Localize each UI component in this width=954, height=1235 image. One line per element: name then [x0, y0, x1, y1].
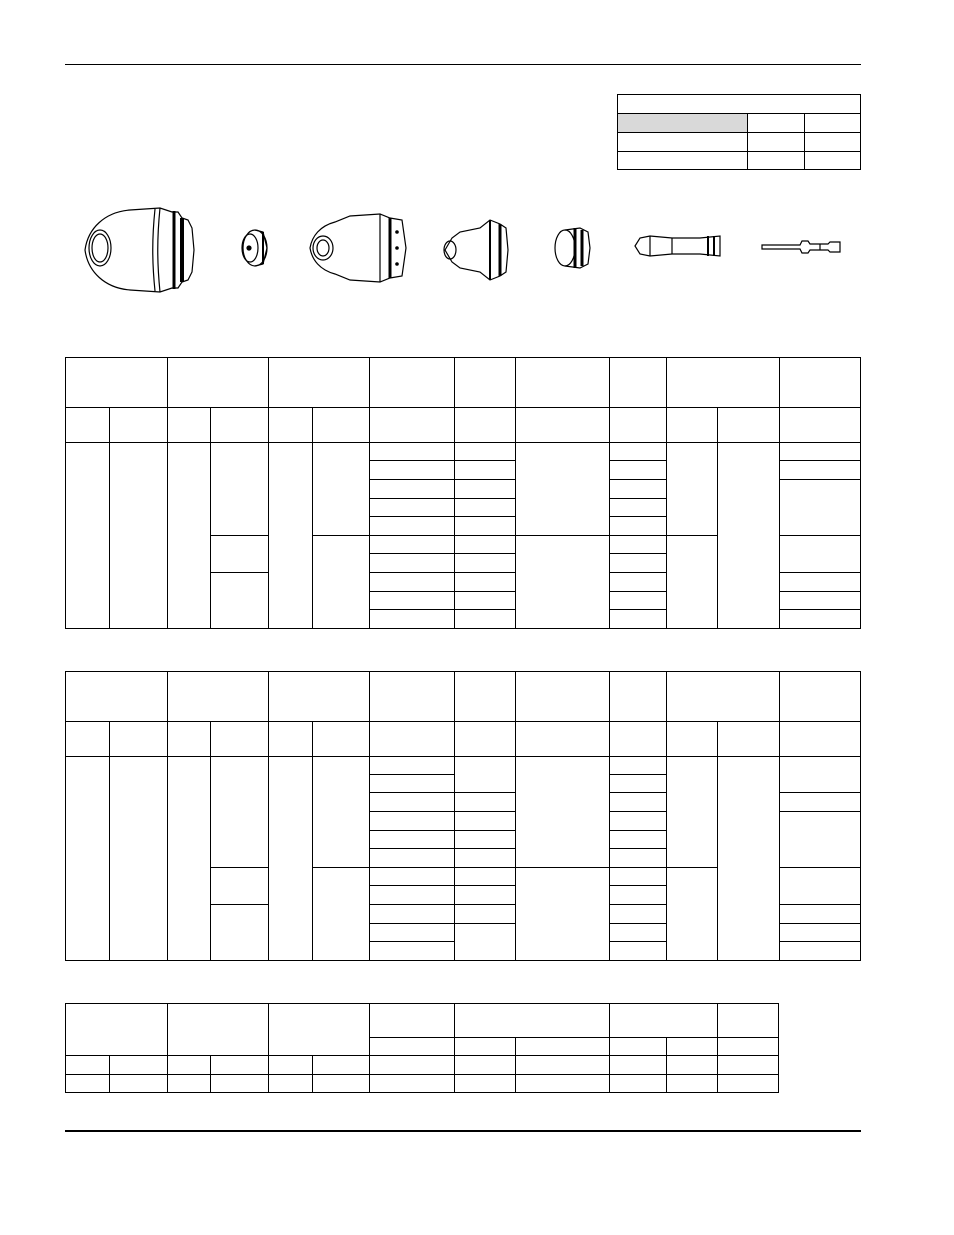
- header-cell: [516, 672, 610, 722]
- data-cell: [610, 517, 667, 536]
- header-cell: [610, 1004, 718, 1038]
- header-cell: [168, 1004, 269, 1056]
- data-cell: [610, 1075, 667, 1093]
- subheader-cell: [370, 722, 455, 757]
- header-cell: [269, 1004, 370, 1056]
- subheader-cell: [168, 408, 211, 443]
- data-cell: [168, 443, 211, 629]
- data-cell: [110, 443, 168, 629]
- subheader-cell: [370, 408, 455, 443]
- subheader-cell: [211, 1056, 269, 1075]
- subheader-cell: [718, 1038, 779, 1056]
- subheader-cell: [667, 408, 718, 443]
- data-cell: [516, 1075, 610, 1093]
- data-cell: [455, 924, 516, 961]
- subheader-cell: [370, 1056, 455, 1075]
- data-cell: [516, 443, 610, 536]
- data-cell: [780, 610, 861, 629]
- data-cell: [455, 812, 516, 831]
- data-cell: [370, 592, 455, 610]
- data-cell: [370, 905, 455, 924]
- data-cell: [610, 610, 667, 629]
- data-cell: [610, 793, 667, 812]
- data-cell: [455, 831, 516, 849]
- legend-cell: [618, 114, 748, 133]
- data-cell: [455, 886, 516, 905]
- data-cell: [718, 757, 780, 961]
- swirl-ring-icon: [555, 228, 590, 268]
- data-cell: [370, 517, 455, 536]
- data-cell: [516, 536, 610, 629]
- data-cell: [455, 554, 516, 573]
- header-cell: [455, 1004, 610, 1038]
- data-cell: [780, 924, 861, 942]
- header-cell: [780, 358, 861, 408]
- subheader-cell: [110, 722, 168, 757]
- subheader-cell: [269, 1056, 313, 1075]
- subheader-cell: [780, 408, 861, 443]
- data-cell: [780, 461, 861, 480]
- data-cell: [780, 905, 861, 924]
- data-cell: [610, 849, 667, 868]
- data-cell: [370, 868, 455, 886]
- data-cell: [667, 757, 718, 868]
- data-cell: [269, 443, 313, 629]
- subheader-cell: [516, 1038, 610, 1056]
- subheader-cell: [313, 408, 370, 443]
- data-cell: [610, 573, 667, 592]
- data-cell: [455, 480, 516, 499]
- data-cell: [780, 812, 861, 868]
- data-cell: [610, 757, 667, 775]
- header-cell: [610, 672, 667, 722]
- data-cell: [780, 793, 861, 812]
- header-cell: [667, 672, 780, 722]
- data-cell: [313, 536, 370, 629]
- subheader-cell: [313, 1056, 370, 1075]
- subheader-cell: [110, 408, 168, 443]
- subheader-cell: [516, 722, 610, 757]
- data-cell: [455, 499, 516, 517]
- data-cell: [455, 905, 516, 924]
- subheader-cell: [610, 1056, 667, 1075]
- consumable-parts-illustration: [60, 198, 860, 298]
- subheader-cell: [780, 722, 861, 757]
- legend-title: [618, 95, 861, 114]
- data-cell: [455, 461, 516, 480]
- top-rule: [65, 64, 861, 65]
- legend-cell: [748, 152, 805, 170]
- subheader-cell: [667, 1056, 718, 1075]
- data-cell: [718, 443, 780, 629]
- nozzle-icon: [444, 220, 508, 280]
- data-cell: [610, 868, 667, 886]
- data-cell: [780, 592, 861, 610]
- header-cell: [780, 672, 861, 722]
- data-cell: [780, 573, 861, 592]
- bottom-rule: [65, 1130, 861, 1132]
- header-cell: [718, 1004, 779, 1038]
- header-cell: [168, 358, 269, 408]
- header-cell: [516, 358, 610, 408]
- subheader-cell: [610, 1038, 667, 1056]
- data-cell: [313, 1075, 370, 1093]
- retaining-cap-icon: [310, 214, 406, 282]
- subheader-cell: [66, 1056, 110, 1075]
- data-cell: [455, 849, 516, 868]
- data-cell: [610, 831, 667, 849]
- data-cell: [66, 443, 110, 629]
- data-cell: [370, 942, 455, 961]
- electrode-icon: [635, 236, 720, 256]
- legend-cell: [618, 152, 748, 170]
- legend-cell: [748, 114, 805, 133]
- data-cell: [667, 1075, 718, 1093]
- data-cell: [610, 812, 667, 831]
- data-cell: [610, 942, 667, 961]
- data-cell: [370, 924, 455, 942]
- legend-cell: [805, 114, 861, 133]
- data-cell: [610, 924, 667, 942]
- subheader-cell: [66, 722, 110, 757]
- data-cell: [610, 592, 667, 610]
- data-cell: [667, 868, 718, 961]
- data-cell: [313, 868, 370, 961]
- subheader-cell: [66, 408, 110, 443]
- data-cell: [211, 536, 269, 573]
- data-cell: [610, 443, 667, 461]
- data-cell: [610, 536, 667, 554]
- header-cell: [66, 358, 168, 408]
- data-cell: [780, 757, 861, 793]
- data-cell: [370, 849, 455, 868]
- subheader-cell: [168, 1056, 211, 1075]
- data-cell: [370, 499, 455, 517]
- data-cell: [516, 757, 610, 868]
- header-cell: [168, 672, 269, 722]
- data-cell: [610, 775, 667, 793]
- subheader-cell: [269, 408, 313, 443]
- data-cell: [370, 812, 455, 831]
- legend-cell: [748, 133, 805, 152]
- data-cell: [370, 480, 455, 499]
- data-cell: [516, 868, 610, 961]
- header-cell: [610, 358, 667, 408]
- data-cell: [455, 868, 516, 886]
- legend-cell: [805, 133, 861, 152]
- shield-icon: [85, 208, 194, 292]
- data-cell: [610, 554, 667, 573]
- header-cell: [269, 358, 370, 408]
- data-cell: [780, 480, 861, 536]
- header-cell: [667, 358, 780, 408]
- legend-cell: [618, 133, 748, 152]
- data-cell: [667, 536, 718, 629]
- subheader-cell: [610, 722, 667, 757]
- data-cell: [211, 443, 269, 536]
- data-cell: [610, 905, 667, 924]
- data-cell: [455, 517, 516, 536]
- data-cell: [455, 793, 516, 812]
- data-cell: [168, 757, 211, 961]
- data-cell: [168, 1075, 211, 1093]
- data-cell: [370, 886, 455, 905]
- data-cell: [667, 443, 718, 536]
- parts-table-2: [65, 671, 861, 961]
- data-cell: [211, 757, 269, 868]
- header-cell: [370, 358, 455, 408]
- subheader-cell: [211, 408, 269, 443]
- data-cell: [110, 757, 168, 961]
- subheader-cell: [718, 408, 780, 443]
- data-cell: [455, 1075, 516, 1093]
- data-cell: [455, 573, 516, 592]
- subheader-cell: [718, 722, 780, 757]
- subheader-cell: [455, 1038, 516, 1056]
- data-cell: [370, 831, 455, 849]
- subheader-cell: [718, 1056, 779, 1075]
- data-cell: [370, 1075, 455, 1093]
- water-tube-icon: [762, 241, 840, 253]
- data-cell: [455, 536, 516, 554]
- data-cell: [66, 1075, 110, 1093]
- data-cell: [211, 573, 269, 629]
- subheader-cell: [313, 722, 370, 757]
- data-cell: [370, 536, 455, 554]
- data-cell: [610, 499, 667, 517]
- header-cell: [455, 358, 516, 408]
- data-cell: [110, 1075, 168, 1093]
- subheader-cell: [516, 408, 610, 443]
- data-cell: [370, 757, 455, 775]
- subheader-cell: [370, 1038, 455, 1056]
- subheader-cell: [168, 722, 211, 757]
- data-cell: [370, 554, 455, 573]
- subheader-cell: [269, 722, 313, 757]
- data-cell: [455, 443, 516, 461]
- data-cell: [718, 1075, 779, 1093]
- legend-cell: [805, 152, 861, 170]
- subheader-cell: [667, 722, 718, 757]
- header-cell: [370, 1004, 455, 1038]
- header-cell: [269, 672, 370, 722]
- data-cell: [370, 573, 455, 592]
- subheader-cell: [610, 408, 667, 443]
- header-cell: [455, 672, 516, 722]
- data-cell: [211, 905, 269, 961]
- data-cell: [370, 610, 455, 629]
- data-cell: [313, 443, 370, 536]
- data-cell: [780, 868, 861, 905]
- legend-table: [617, 94, 861, 170]
- data-cell: [610, 480, 667, 499]
- data-cell: [370, 793, 455, 812]
- data-cell: [211, 868, 269, 905]
- data-cell: [780, 942, 861, 961]
- subheader-cell: [516, 1056, 610, 1075]
- header-cell: [66, 672, 168, 722]
- data-cell: [455, 757, 516, 793]
- data-cell: [370, 461, 455, 480]
- data-cell: [370, 443, 455, 461]
- data-cell: [269, 757, 313, 961]
- header-cell: [370, 672, 455, 722]
- subheader-cell: [667, 1038, 718, 1056]
- parts-table-1: [65, 357, 861, 629]
- data-cell: [610, 886, 667, 905]
- subheader-cell: [455, 408, 516, 443]
- data-cell: [455, 610, 516, 629]
- data-cell: [211, 1075, 269, 1093]
- data-cell: [780, 536, 861, 573]
- data-cell: [455, 592, 516, 610]
- data-cell: [66, 757, 110, 961]
- data-cell: [313, 757, 370, 868]
- header-cell: [66, 1004, 168, 1056]
- shield-insert-icon: [242, 230, 267, 266]
- data-cell: [269, 1075, 313, 1093]
- subheader-cell: [455, 722, 516, 757]
- subheader-cell: [110, 1056, 168, 1075]
- data-cell: [610, 461, 667, 480]
- data-cell: [370, 775, 455, 793]
- parts-table-3: [65, 1003, 779, 1093]
- subheader-cell: [211, 722, 269, 757]
- data-cell: [780, 443, 861, 461]
- subheader-cell: [455, 1056, 516, 1075]
